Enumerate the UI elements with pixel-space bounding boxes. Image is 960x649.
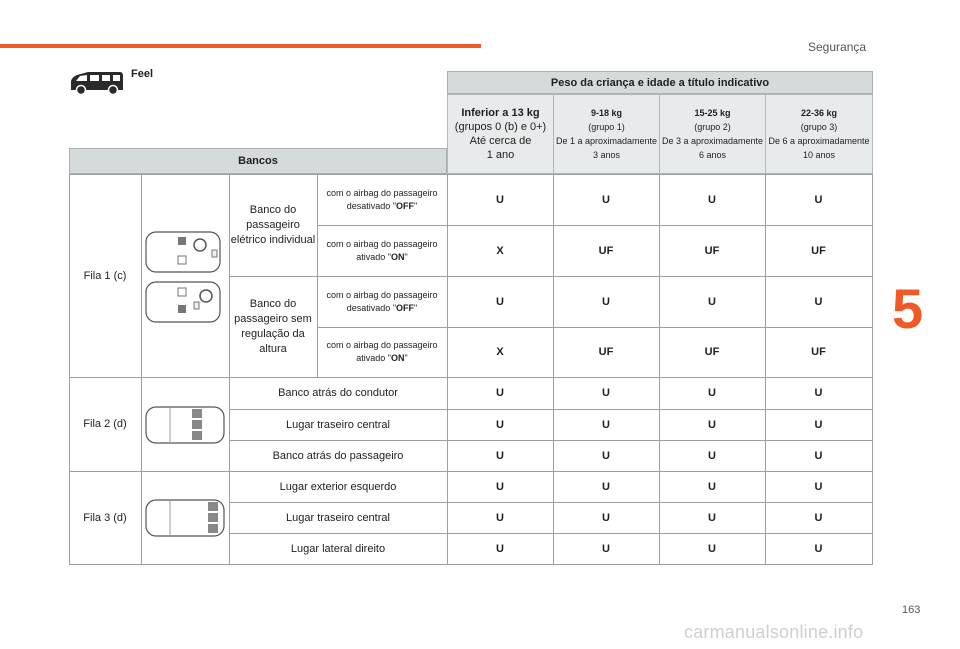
front-seats-diagram-icon (144, 230, 226, 324)
value-cell: U (814, 418, 823, 431)
value-cell: U (708, 295, 716, 308)
row-label-fila2: Fila 2 (d) (83, 418, 127, 430)
van-icon (68, 68, 126, 96)
group-3-line2: (grupo 3) (800, 122, 838, 132)
group-0-line1: Inferior a 13 kg (461, 107, 540, 119)
value-cell: U (708, 418, 716, 431)
airbag-on-1-state: ON (391, 251, 405, 262)
airbag-off-2-quote: " (414, 302, 418, 313)
value-cell: U (496, 193, 504, 206)
value-cell: U (602, 418, 610, 431)
value-cell: U (708, 480, 716, 493)
group-2-line2: (grupo 2) (694, 122, 731, 132)
value-cell: UF (598, 346, 614, 358)
weight-header: Peso da criança e idade a título indicativo (447, 71, 873, 94)
airbag-off-1 (317, 174, 447, 225)
value-cell: U (602, 480, 610, 493)
seat-row3-2: Lugar lateral direito (290, 542, 386, 555)
value-cell: U (708, 511, 716, 524)
section-title: Segurança (808, 40, 867, 54)
airbag-off-2-state: OFF (396, 302, 415, 313)
group-header-0 (447, 94, 554, 174)
group-1-line1: 9-18 kg (590, 108, 623, 118)
airbag-on-2-state: ON (391, 353, 405, 363)
compatibility-table (69, 174, 873, 565)
row-label-fila1: Fila 1 (c) (83, 269, 127, 282)
seat-row2-0: Banco atrás do condutor (278, 387, 398, 399)
group-header-3 (765, 94, 873, 174)
watermark: carmanualsonline.info (684, 622, 864, 642)
seat-row2-2: Banco atrás do passageiro (272, 449, 404, 462)
value-cell: UF (598, 244, 614, 257)
airbag-on-2-text: com o airbag do passageiro ativado " (326, 340, 438, 363)
value-cell: U (602, 511, 610, 524)
value-cell: X (496, 346, 504, 358)
group-2-line3: De 3 a aproximadamente (661, 136, 764, 146)
group-0-line4: 1 ano (486, 149, 515, 161)
value-cell: U (602, 387, 610, 399)
seat-row3-1: Lugar traseiro central (286, 511, 390, 524)
row3-seats-diagram-icon (144, 498, 226, 538)
airbag-on-2-quote: " (404, 353, 408, 363)
row2-seats-diagram-icon (144, 405, 226, 445)
airbag-on-1-quote: " (404, 251, 408, 262)
airbag-off-1-quote: " (414, 200, 418, 211)
group-2-line1: 15-25 kg (694, 108, 731, 118)
airbag-on-1-text: com o airbag do passageiro ativado " (326, 238, 438, 262)
airbag-off-1-state: OFF (396, 200, 415, 211)
airbag-on-2 (317, 327, 447, 377)
value-cell: X (496, 244, 504, 257)
value-cell: U (814, 480, 823, 493)
value-cell: U (814, 193, 823, 206)
value-cell: U (814, 542, 823, 555)
group-3-line1: 22-36 kg (800, 108, 838, 118)
seat-no-height: Banco do passageiro sem regulação da altura (234, 297, 312, 355)
group-3-line4: 10 anos (802, 150, 836, 160)
value-cell: U (602, 542, 610, 555)
value-cell: U (496, 449, 504, 462)
group-header-2 (659, 94, 766, 174)
airbag-off-1-text: com o airbag do passageiro desativado " (326, 187, 438, 211)
value-cell: UF (811, 244, 826, 257)
group-3-line3: De 6 a aproximadamente (768, 136, 870, 146)
group-1-line4: 3 anos (592, 150, 621, 160)
group-header-1 (553, 94, 660, 174)
airbag-on-1 (317, 225, 447, 276)
seat-row3-0: Lugar exterior esquerdo (279, 480, 397, 493)
seats-header: Bancos (69, 148, 447, 174)
value-cell: UF (811, 346, 826, 358)
value-cell: UF (704, 244, 720, 257)
seat-electric: Banco do passageiro elétrico individual (230, 203, 316, 246)
chapter-number: 5 (892, 277, 924, 340)
value-cell: U (602, 295, 610, 308)
group-0-line3: Até cerca de (469, 135, 532, 147)
value-cell: U (496, 542, 504, 555)
value-cell: U (496, 480, 504, 493)
value-cell: U (496, 387, 504, 399)
value-cell: U (708, 387, 716, 399)
group-1-line3: De 1 a aproximadamente (555, 136, 658, 146)
group-2-line4: 6 anos (698, 150, 727, 160)
value-cell: U (814, 511, 823, 524)
value-cell: UF (704, 346, 720, 358)
value-cell: U (814, 449, 823, 462)
row-label-fila3: Fila 3 (d) (83, 511, 127, 524)
value-cell: U (602, 193, 610, 206)
vehicle-model: Feel (131, 68, 154, 80)
value-cell: U (708, 193, 716, 206)
seat-row2-1: Lugar traseiro central (286, 418, 390, 431)
value-cell: U (496, 295, 504, 308)
value-cell: U (602, 449, 610, 462)
value-cell: U (496, 511, 504, 524)
value-cell: U (496, 418, 504, 431)
group-0-line2: (grupos 0 (b) e 0+) (454, 121, 547, 133)
value-cell: U (708, 542, 716, 555)
group-1-line2: (grupo 1) (588, 122, 625, 132)
value-cell: U (708, 449, 716, 462)
value-cell: U (814, 387, 823, 399)
airbag-off-2-text: com o airbag do passageiro desativado " (326, 289, 438, 313)
value-cell: U (814, 295, 823, 308)
airbag-off-2 (317, 276, 447, 327)
page-number: 163 (902, 604, 921, 616)
header-accent-bar (0, 44, 481, 48)
